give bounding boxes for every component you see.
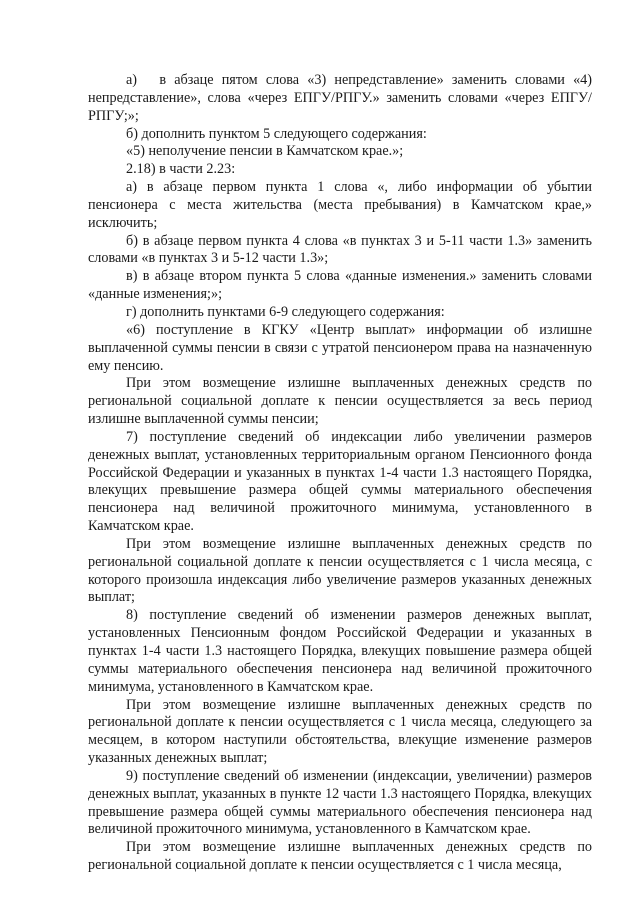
- paragraph: 2.18) в части 2.23:: [126, 161, 236, 178]
- paragraph: 7) поступление сведений об индексации либо увеличении размеров денежных выплат, установленных территориальным органом Пенсионного фонда Российской Федерации и указанных в пунктах 1-4 части 1.3 настоящего Порядка, влекущих превышение размера общей суммы материального обеспечения пенсионера над величиной прожиточного минимума, установленного в Камчатском крае.: [88, 428, 592, 535]
- paragraph: При этом возмещение излишне выплаченных денежных средств по региональной социальной доплате к пенсии осуществляется с 1 числа месяца,: [88, 839, 592, 874]
- paragraph: При этом возмещение излишне выплаченных денежных средств по региональной доплате к пенсии осуществляется с 1 числа месяца, следующего за месяцем, в котором наступили обстоятельства, влекущие изменение размеров указанных денежных выплат;: [88, 696, 592, 767]
- paragraph: б) дополнить пунктом 5 следующего содержания:: [126, 125, 427, 142]
- paragraph: При этом возмещение излишне выплаченных денежных средств по региональной социальной доплате к пенсии осуществляется за весь период излишне выплаченной суммы пенсии;: [88, 375, 592, 428]
- document-body: [88, 72, 592, 875]
- paragraph: а) в абзаце первом пункта 1 слова «, либо информации об убытии пенсионера с места жительства (места пребывания) в Камчатском крае,» исключить;: [88, 179, 592, 231]
- paragraph: 9) поступление сведений об изменении (индексации, увеличении) размеров денежных выплат, указанных в пункте 12 части 1.3 настоящего Порядка, влекущих превышение размера общей суммы материального обеспечения пенсионера над величиной прожиточного минимума, установленного в Камчатском крае.: [88, 767, 592, 838]
- paragraph: г) дополнить пунктами 6-9 следующего содержания:: [126, 303, 445, 320]
- paragraph: «5) неполучение пенсии в Камчатском крае.»;: [126, 143, 404, 160]
- paragraph: а) в абзаце пятом слова «3) непредставление» заменить словами «4) непредставление», слова «через ЕПГУ/РПГУ.» заменить словами «через ЕПГУ/РПГУ;»;: [88, 72, 592, 124]
- paragraph: При этом возмещение излишне выплаченных денежных средств по региональной социальной доплате к пенсии осуществляется с 1 числа месяца, с которого произошла индексация либо увеличение размеров указанных денежных выплат;: [88, 535, 592, 606]
- paragraph: б) в абзаце первом пункта 4 слова «в пунктах 3 и 5-11 части 1.3» заменить словами «в пунктах 3 и 5-12 части 1.3»;: [88, 232, 592, 267]
- paragraph: «6) поступление в КГКУ «Центр выплат» информации об излишне выплаченной суммы пенсии в связи с утратой пенсионером права на назначенную ему пенсию.: [88, 321, 592, 374]
- paragraph: в) в абзаце втором пункта 5 слова «данные изменения.» заменить словами «данные изменения;»;: [88, 268, 592, 303]
- paragraph: 8) поступление сведений об изменении размеров денежных выплат, установленных Пенсионным фондом Российской Федерации и указанных в пунктах 1-4 части 1.3 настоящего Порядка, влекущих повышение размера общей суммы материального обеспечения пенсионера над величиной прожиточного минимума, установленного в Камчатском крае.: [88, 607, 592, 695]
